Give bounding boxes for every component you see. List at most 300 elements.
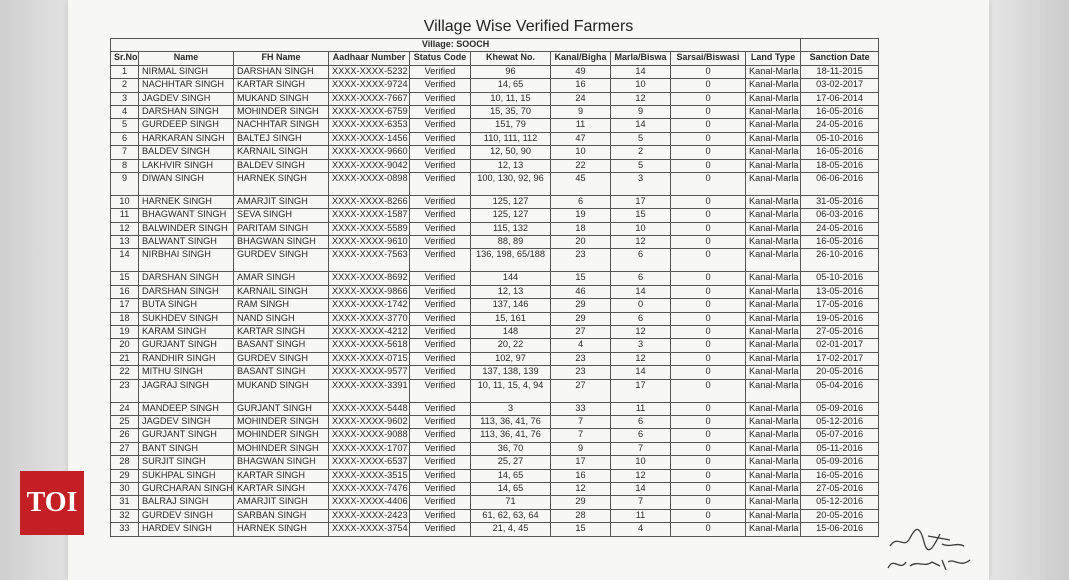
cell-marla-biswa: 10	[611, 222, 671, 235]
cell-khewat-no: 36, 70	[471, 442, 551, 455]
table-row	[111, 339, 879, 352]
cell-khewat-no: 15, 35, 70	[471, 105, 551, 118]
cell-khewat-no: 96	[471, 65, 551, 78]
cell-aadhaar-number: XXXX-XXXX-1456	[329, 132, 410, 145]
table-row	[111, 523, 879, 536]
cell-aadhaar-number: XXXX-XXXX-3770	[329, 312, 410, 325]
cell-sanction-date: 05-10-2016	[801, 272, 879, 285]
cell-sanction-date: 06-03-2016	[801, 209, 879, 222]
cell-kanal-bigha: 7	[551, 415, 611, 428]
village-row-empty	[801, 39, 879, 52]
cell-sr-no: 28	[111, 456, 139, 469]
cell-sanction-date: 17-06-2014	[801, 92, 879, 105]
cell-status-code: Verified	[410, 456, 471, 469]
cell-sarsai-biswasi: 0	[671, 312, 746, 325]
cell-marla-biswa: 14	[611, 285, 671, 298]
cell-marla-biswa: 0	[611, 299, 671, 312]
cell-aadhaar-number: XXXX-XXXX-3515	[329, 469, 410, 482]
cell-aadhaar-number: XXXX-XXXX-8266	[329, 195, 410, 208]
cell-land-type: Kanal-Marla	[746, 429, 801, 442]
table-row	[111, 132, 879, 145]
cell-name: NIRMAL SINGH	[139, 65, 234, 78]
cell-kanal-bigha: 6	[551, 195, 611, 208]
cell-land-type: Kanal-Marla	[746, 379, 801, 402]
cell-marla-biswa: 10	[611, 79, 671, 92]
table-row	[111, 285, 879, 298]
background-right	[989, 0, 1069, 580]
cell-name: MANDEEP SINGH	[139, 402, 234, 415]
column-header-sanction-date: Sanction Date	[801, 52, 879, 65]
cell-khewat-no: 113, 36, 41, 76	[471, 415, 551, 428]
cell-fh-name: MOHINDER SINGH	[234, 442, 329, 455]
cell-sr-no: 32	[111, 509, 139, 522]
cell-aadhaar-number: XXXX-XXXX-5618	[329, 339, 410, 352]
cell-kanal-bigha: 18	[551, 222, 611, 235]
cell-khewat-no: 21, 4, 45	[471, 523, 551, 536]
cell-name: BUTA SINGH	[139, 299, 234, 312]
cell-sanction-date: 20-05-2016	[801, 366, 879, 379]
cell-sr-no: 3	[111, 92, 139, 105]
cell-sanction-date: 19-05-2016	[801, 312, 879, 325]
cell-sarsai-biswasi: 0	[671, 159, 746, 172]
cell-status-code: Verified	[410, 299, 471, 312]
cell-khewat-no: 12, 13	[471, 285, 551, 298]
cell-fh-name: SEVA SINGH	[234, 209, 329, 222]
cell-khewat-no: 12, 50, 90	[471, 146, 551, 159]
cell-name: MITHU SINGH	[139, 366, 234, 379]
cell-sarsai-biswasi: 0	[671, 379, 746, 402]
cell-aadhaar-number: XXXX-XXXX-9724	[329, 79, 410, 92]
cell-fh-name: AMARJIT SINGH	[234, 195, 329, 208]
table-row	[111, 442, 879, 455]
cell-aadhaar-number: XXXX-XXXX-9042	[329, 159, 410, 172]
cell-marla-biswa: 17	[611, 195, 671, 208]
cell-sr-no: 6	[111, 132, 139, 145]
cell-marla-biswa: 11	[611, 402, 671, 415]
cell-sr-no: 21	[111, 352, 139, 365]
cell-name: HARDEV SINGH	[139, 523, 234, 536]
cell-status-code: Verified	[410, 92, 471, 105]
column-header-kanal-bigha: Kanal/Bigha	[551, 52, 611, 65]
cell-kanal-bigha: 29	[551, 312, 611, 325]
table-row	[111, 92, 879, 105]
cell-sarsai-biswasi: 0	[671, 482, 746, 495]
cell-name: BHAGWANT SINGH	[139, 209, 234, 222]
table-row	[111, 236, 879, 249]
handwritten-signature	[880, 516, 980, 578]
village-row	[111, 39, 879, 52]
cell-land-type: Kanal-Marla	[746, 285, 801, 298]
cell-sanction-date: 16-05-2016	[801, 236, 879, 249]
cell-marla-biswa: 11	[611, 509, 671, 522]
cell-status-code: Verified	[410, 159, 471, 172]
cell-sarsai-biswasi: 0	[671, 442, 746, 455]
cell-land-type: Kanal-Marla	[746, 119, 801, 132]
cell-land-type: Kanal-Marla	[746, 236, 801, 249]
cell-aadhaar-number: XXXX-XXXX-7667	[329, 92, 410, 105]
cell-khewat-no: 115, 132	[471, 222, 551, 235]
table-row	[111, 429, 879, 442]
cell-sarsai-biswasi: 0	[671, 119, 746, 132]
table-row	[111, 415, 879, 428]
cell-fh-name: BASANT SINGH	[234, 366, 329, 379]
cell-status-code: Verified	[410, 469, 471, 482]
cell-name: JAGRAJ SINGH	[139, 379, 234, 402]
cell-name: GURJANT SINGH	[139, 339, 234, 352]
cell-status-code: Verified	[410, 272, 471, 285]
cell-land-type: Kanal-Marla	[746, 442, 801, 455]
cell-sr-no: 29	[111, 469, 139, 482]
cell-khewat-no: 14, 65	[471, 482, 551, 495]
cell-aadhaar-number: XXXX-XXXX-5589	[329, 222, 410, 235]
cell-marla-biswa: 10	[611, 456, 671, 469]
cell-fh-name: SARBAN SINGH	[234, 509, 329, 522]
cell-status-code: Verified	[410, 402, 471, 415]
toi-logo	[20, 471, 84, 535]
cell-khewat-no: 125, 127	[471, 195, 551, 208]
cell-sarsai-biswasi: 0	[671, 236, 746, 249]
cell-kanal-bigha: 47	[551, 132, 611, 145]
cell-kanal-bigha: 11	[551, 119, 611, 132]
cell-name: GURJANT SINGH	[139, 429, 234, 442]
cell-aadhaar-number: XXXX-XXXX-9088	[329, 429, 410, 442]
cell-kanal-bigha: 16	[551, 79, 611, 92]
cell-aadhaar-number: XXXX-XXXX-4212	[329, 326, 410, 339]
cell-kanal-bigha: 22	[551, 159, 611, 172]
cell-kanal-bigha: 9	[551, 105, 611, 118]
cell-land-type: Kanal-Marla	[746, 339, 801, 352]
cell-sr-no: 11	[111, 209, 139, 222]
cell-land-type: Kanal-Marla	[746, 366, 801, 379]
cell-aadhaar-number: XXXX-XXXX-7563	[329, 249, 410, 272]
cell-sarsai-biswasi: 0	[671, 146, 746, 159]
column-header-khewat-no: Khewat No.	[471, 52, 551, 65]
cell-kanal-bigha: 4	[551, 339, 611, 352]
cell-land-type: Kanal-Marla	[746, 496, 801, 509]
cell-kanal-bigha: 16	[551, 469, 611, 482]
cell-aadhaar-number: XXXX-XXXX-6537	[329, 456, 410, 469]
cell-name: DARSHAN SINGH	[139, 285, 234, 298]
cell-khewat-no: 25, 27	[471, 456, 551, 469]
table-row	[111, 496, 879, 509]
cell-status-code: Verified	[410, 312, 471, 325]
cell-sarsai-biswasi: 0	[671, 209, 746, 222]
cell-fh-name: MOHINDER SINGH	[234, 415, 329, 428]
cell-sanction-date: 05-12-2016	[801, 415, 879, 428]
cell-aadhaar-number: XXXX-XXXX-5232	[329, 65, 410, 78]
cell-sanction-date: 17-02-2017	[801, 352, 879, 365]
cell-fh-name: GURJANT SINGH	[234, 402, 329, 415]
cell-sr-no: 1	[111, 65, 139, 78]
cell-fh-name: MUKAND SINGH	[234, 379, 329, 402]
cell-kanal-bigha: 29	[551, 496, 611, 509]
cell-sr-no: 14	[111, 249, 139, 272]
cell-status-code: Verified	[410, 496, 471, 509]
cell-sarsai-biswasi: 0	[671, 132, 746, 145]
cell-sarsai-biswasi: 0	[671, 195, 746, 208]
cell-status-code: Verified	[410, 249, 471, 272]
cell-fh-name: KARTAR SINGH	[234, 326, 329, 339]
cell-marla-biswa: 7	[611, 496, 671, 509]
cell-khewat-no: 15, 161	[471, 312, 551, 325]
column-header-status-code: Status Code	[410, 52, 471, 65]
cell-marla-biswa: 3	[611, 339, 671, 352]
cell-aadhaar-number: XXXX-XXXX-1742	[329, 299, 410, 312]
cell-khewat-no: 137, 146	[471, 299, 551, 312]
table-body	[111, 65, 879, 536]
cell-land-type: Kanal-Marla	[746, 132, 801, 145]
cell-land-type: Kanal-Marla	[746, 159, 801, 172]
cell-land-type: Kanal-Marla	[746, 222, 801, 235]
cell-sarsai-biswasi: 0	[671, 509, 746, 522]
table-row	[111, 482, 879, 495]
cell-sarsai-biswasi: 0	[671, 352, 746, 365]
table-row	[111, 509, 879, 522]
cell-land-type: Kanal-Marla	[746, 326, 801, 339]
cell-aadhaar-number: XXXX-XXXX-3391	[329, 379, 410, 402]
cell-marla-biswa: 6	[611, 415, 671, 428]
cell-kanal-bigha: 20	[551, 236, 611, 249]
cell-sarsai-biswasi: 0	[671, 105, 746, 118]
cell-sr-no: 24	[111, 402, 139, 415]
cell-aadhaar-number: XXXX-XXXX-9660	[329, 146, 410, 159]
cell-land-type: Kanal-Marla	[746, 195, 801, 208]
cell-sr-no: 30	[111, 482, 139, 495]
cell-sarsai-biswasi: 0	[671, 172, 746, 195]
cell-kanal-bigha: 24	[551, 92, 611, 105]
cell-marla-biswa: 17	[611, 379, 671, 402]
cell-marla-biswa: 3	[611, 172, 671, 195]
cell-status-code: Verified	[410, 326, 471, 339]
cell-marla-biswa: 6	[611, 249, 671, 272]
table-row	[111, 119, 879, 132]
cell-name: DARSHAN SINGH	[139, 105, 234, 118]
cell-land-type: Kanal-Marla	[746, 249, 801, 272]
cell-sr-no: 23	[111, 379, 139, 402]
cell-sarsai-biswasi: 0	[671, 285, 746, 298]
cell-sanction-date: 26-10-2016	[801, 249, 879, 272]
cell-kanal-bigha: 15	[551, 523, 611, 536]
cell-land-type: Kanal-Marla	[746, 272, 801, 285]
cell-sr-no: 9	[111, 172, 139, 195]
cell-kanal-bigha: 29	[551, 299, 611, 312]
cell-land-type: Kanal-Marla	[746, 172, 801, 195]
cell-status-code: Verified	[410, 119, 471, 132]
column-header-name: Name	[139, 52, 234, 65]
cell-khewat-no: 110, 111, 112	[471, 132, 551, 145]
cell-status-code: Verified	[410, 442, 471, 455]
cell-status-code: Verified	[410, 105, 471, 118]
cell-sanction-date: 24-05-2016	[801, 119, 879, 132]
cell-name: DIWAN SINGH	[139, 172, 234, 195]
cell-sr-no: 15	[111, 272, 139, 285]
cell-name: GURCHARAN SINGH	[139, 482, 234, 495]
column-header-marla-biswa: Marla/Biswa	[611, 52, 671, 65]
cell-sarsai-biswasi: 0	[671, 249, 746, 272]
cell-marla-biswa: 6	[611, 272, 671, 285]
cell-kanal-bigha: 33	[551, 402, 611, 415]
cell-fh-name: PARITAM SINGH	[234, 222, 329, 235]
cell-sarsai-biswasi: 0	[671, 339, 746, 352]
cell-land-type: Kanal-Marla	[746, 456, 801, 469]
cell-sanction-date: 27-05-2016	[801, 482, 879, 495]
cell-kanal-bigha: 49	[551, 65, 611, 78]
cell-fh-name: KARTAR SINGH	[234, 469, 329, 482]
cell-sanction-date: 16-05-2016	[801, 469, 879, 482]
cell-aadhaar-number: XXXX-XXXX-6353	[329, 119, 410, 132]
cell-kanal-bigha: 7	[551, 429, 611, 442]
cell-sanction-date: 05-11-2016	[801, 442, 879, 455]
cell-marla-biswa: 12	[611, 469, 671, 482]
cell-kanal-bigha: 9	[551, 442, 611, 455]
cell-khewat-no: 102, 97	[471, 352, 551, 365]
cell-status-code: Verified	[410, 482, 471, 495]
cell-khewat-no: 137, 138, 139	[471, 366, 551, 379]
cell-khewat-no: 3	[471, 402, 551, 415]
cell-name: BALWANT SINGH	[139, 236, 234, 249]
cell-marla-biswa: 12	[611, 92, 671, 105]
cell-aadhaar-number: XXXX-XXXX-0715	[329, 352, 410, 365]
cell-sanction-date: 16-05-2016	[801, 105, 879, 118]
cell-sanction-date: 18-11-2015	[801, 65, 879, 78]
cell-kanal-bigha: 27	[551, 326, 611, 339]
cell-khewat-no: 20, 22	[471, 339, 551, 352]
cell-marla-biswa: 14	[611, 482, 671, 495]
cell-sr-no: 16	[111, 285, 139, 298]
table-row	[111, 366, 879, 379]
cell-fh-name: MUKAND SINGH	[234, 92, 329, 105]
cell-khewat-no: 144	[471, 272, 551, 285]
cell-kanal-bigha: 28	[551, 509, 611, 522]
cell-khewat-no: 14, 65	[471, 79, 551, 92]
cell-land-type: Kanal-Marla	[746, 209, 801, 222]
table-row	[111, 352, 879, 365]
document-title: Village Wise Verified Farmers	[423, 18, 634, 35]
table-row	[111, 195, 879, 208]
cell-status-code: Verified	[410, 285, 471, 298]
cell-marla-biswa: 9	[611, 105, 671, 118]
cell-sr-no: 33	[111, 523, 139, 536]
cell-sanction-date: 20-05-2016	[801, 509, 879, 522]
cell-sarsai-biswasi: 0	[671, 299, 746, 312]
cell-khewat-no: 136, 198, 65/188	[471, 249, 551, 272]
cell-sanction-date: 24-05-2016	[801, 222, 879, 235]
cell-sarsai-biswasi: 0	[671, 326, 746, 339]
cell-khewat-no: 71	[471, 496, 551, 509]
cell-kanal-bigha: 17	[551, 456, 611, 469]
cell-sanction-date: 27-05-2016	[801, 326, 879, 339]
table-row	[111, 249, 879, 272]
toi-logo-text: TOI	[26, 487, 78, 518]
cell-sanction-date: 02-01-2017	[801, 339, 879, 352]
cell-kanal-bigha: 27	[551, 379, 611, 402]
cell-fh-name: HARNEK SINGH	[234, 523, 329, 536]
cell-status-code: Verified	[410, 65, 471, 78]
cell-kanal-bigha: 15	[551, 272, 611, 285]
cell-land-type: Kanal-Marla	[746, 509, 801, 522]
cell-marla-biswa: 12	[611, 236, 671, 249]
cell-sarsai-biswasi: 0	[671, 79, 746, 92]
cell-sarsai-biswasi: 0	[671, 496, 746, 509]
cell-khewat-no: 88, 89	[471, 236, 551, 249]
cell-land-type: Kanal-Marla	[746, 312, 801, 325]
cell-sr-no: 18	[111, 312, 139, 325]
cell-name: GURDEEP SINGH	[139, 119, 234, 132]
cell-sr-no: 2	[111, 79, 139, 92]
cell-aadhaar-number: XXXX-XXXX-1707	[329, 442, 410, 455]
cell-aadhaar-number: XXXX-XXXX-9610	[329, 236, 410, 249]
cell-sr-no: 12	[111, 222, 139, 235]
cell-land-type: Kanal-Marla	[746, 79, 801, 92]
cell-status-code: Verified	[410, 523, 471, 536]
cell-sr-no: 31	[111, 496, 139, 509]
cell-land-type: Kanal-Marla	[746, 415, 801, 428]
cell-marla-biswa: 7	[611, 442, 671, 455]
cell-aadhaar-number: XXXX-XXXX-6759	[329, 105, 410, 118]
cell-name: HARNEK SINGH	[139, 195, 234, 208]
cell-aadhaar-number: XXXX-XXXX-9866	[329, 285, 410, 298]
cell-sarsai-biswasi: 0	[671, 272, 746, 285]
document-sheet	[68, 0, 989, 580]
cell-sarsai-biswasi: 0	[671, 366, 746, 379]
cell-fh-name: GURDEV SINGH	[234, 249, 329, 272]
cell-name: BANT SINGH	[139, 442, 234, 455]
cell-khewat-no: 14, 65	[471, 469, 551, 482]
cell-fh-name: BALTEJ SINGH	[234, 132, 329, 145]
cell-marla-biswa: 6	[611, 312, 671, 325]
cell-sarsai-biswasi: 0	[671, 222, 746, 235]
table-row	[111, 209, 879, 222]
cell-sr-no: 19	[111, 326, 139, 339]
column-header-aadhaar-number: Aadhaar Number	[329, 52, 410, 65]
cell-land-type: Kanal-Marla	[746, 482, 801, 495]
cell-sr-no: 26	[111, 429, 139, 442]
table-row	[111, 312, 879, 325]
table-row	[111, 79, 879, 92]
cell-sarsai-biswasi: 0	[671, 456, 746, 469]
cell-sanction-date: 13-05-2016	[801, 285, 879, 298]
cell-sr-no: 10	[111, 195, 139, 208]
cell-khewat-no: 10, 11, 15	[471, 92, 551, 105]
cell-sr-no: 22	[111, 366, 139, 379]
cell-khewat-no: 125, 127	[471, 209, 551, 222]
cell-marla-biswa: 12	[611, 326, 671, 339]
table-row	[111, 65, 879, 78]
cell-kanal-bigha: 12	[551, 482, 611, 495]
cell-fh-name: KARTAR SINGH	[234, 482, 329, 495]
cell-marla-biswa: 5	[611, 159, 671, 172]
cell-status-code: Verified	[410, 79, 471, 92]
cell-khewat-no: 10, 11, 15, 4, 94	[471, 379, 551, 402]
cell-name: BALDEV SINGH	[139, 146, 234, 159]
cell-status-code: Verified	[410, 172, 471, 195]
cell-name: JAGDEV SINGH	[139, 415, 234, 428]
cell-status-code: Verified	[410, 366, 471, 379]
cell-sarsai-biswasi: 0	[671, 92, 746, 105]
cell-name: GURDEV SINGH	[139, 509, 234, 522]
cell-sanction-date: 06-06-2016	[801, 172, 879, 195]
table-row	[111, 146, 879, 159]
cell-fh-name: BASANT SINGH	[234, 339, 329, 352]
column-header-sr-no: Sr.No	[111, 52, 139, 65]
cell-sr-no: 13	[111, 236, 139, 249]
cell-kanal-bigha: 10	[551, 146, 611, 159]
cell-aadhaar-number: XXXX-XXXX-1587	[329, 209, 410, 222]
cell-status-code: Verified	[410, 236, 471, 249]
cell-fh-name: AMAR SINGH	[234, 272, 329, 285]
cell-khewat-no: 12, 13	[471, 159, 551, 172]
village-name: Village: SOOCH	[111, 39, 801, 52]
